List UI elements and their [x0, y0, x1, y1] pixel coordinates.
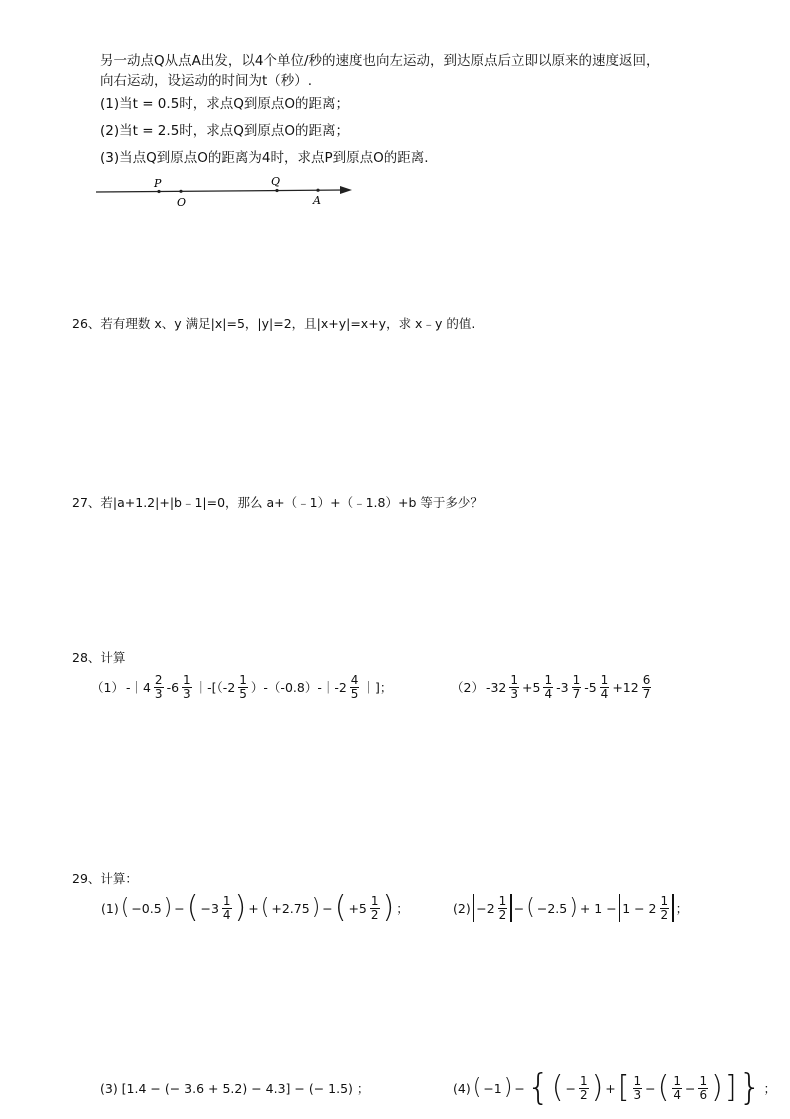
- q25-sub3: (3)当点Q到原点O的距离为4时，求点P到原点O的距离.: [100, 150, 429, 166]
- q26-text: 26、若有理数 x、y 满足|x|=5，|y|=2，且|x+y|=x+y，求 x﹣y 的值.: [72, 316, 476, 331]
- q25-line2: 向右运动，设运动的时间为t（秒）.: [100, 73, 313, 89]
- point-q-dot: [275, 189, 278, 192]
- q29-title: 29、计算：: [72, 871, 138, 886]
- number-line-diagram: [94, 172, 359, 212]
- q28-part1: （1） -｜4 $\frac{2}{3}$ -6 $\frac{1}{3}$ ｜-[（-2 $\frac{1}{5}$ ）-（-0.8）-｜-2 $\frac{4}{5}$ ｜]；: [91, 672, 393, 701]
- q28-title: 28、计算: [72, 650, 126, 665]
- label-p: P: [154, 177, 162, 190]
- q27-text: 27、若|a+1.2|+|b﹣1|=0，那么 a+（﹣1）+（﹣1.8）+b 等于多少？: [72, 495, 483, 510]
- axis-arrow: [340, 186, 352, 194]
- q25-sub2: (2)当t = 2.5时，求点Q到原点O的距离；: [100, 123, 350, 139]
- q25-sub1: (1)当t = 0.5时，求点Q到原点O的距离；: [100, 96, 350, 112]
- q28-part2: （2） -32 $\frac{1}{3}$ +5 $\frac{1}{4}$ -3 $\frac{1}{7}$ -5 $\frac{1}{4}$ +12 $\frac{6}{7}$: [451, 672, 651, 701]
- q29-part1: (1) ( −0.5 ) − ( −3 $\frac{1}{4}$ ) + ( +2.75 ) − ( +5 $\frac{1}{2}$ ) ；: [101, 890, 409, 925]
- label-a: A: [313, 194, 321, 207]
- label-q: Q: [271, 175, 281, 188]
- q29-part4: (4) ( −1 ) − { ( − $\frac{1}{2}$ ) + [ $\frac{1}{3}$ − ( $\frac{1}{4}$ − $\frac{1}{6}$ ) ] } ；: [453, 1067, 776, 1108]
- point-p-dot: [157, 190, 160, 193]
- label-o: O: [177, 196, 187, 209]
- q25-line1: 另一动点Q从点A出发，以4个单位/秒的速度也向左运动，到达原点后立即以原来的速度返回，: [100, 53, 660, 69]
- point-o-dot: [179, 190, 182, 193]
- q29-part2: (2) −2 $\frac{1}{2}$ − ( −2.5 ) + 1 − 1 − 2 $\frac{1}{2}$ ；: [453, 893, 689, 922]
- point-a-dot: [316, 189, 319, 192]
- q29-part3: (3) [1.4 − (− 3.6 + 5.2) − 4.3] − (− 1.5) ；: [100, 1081, 370, 1096]
- axis-line: [96, 190, 344, 192]
